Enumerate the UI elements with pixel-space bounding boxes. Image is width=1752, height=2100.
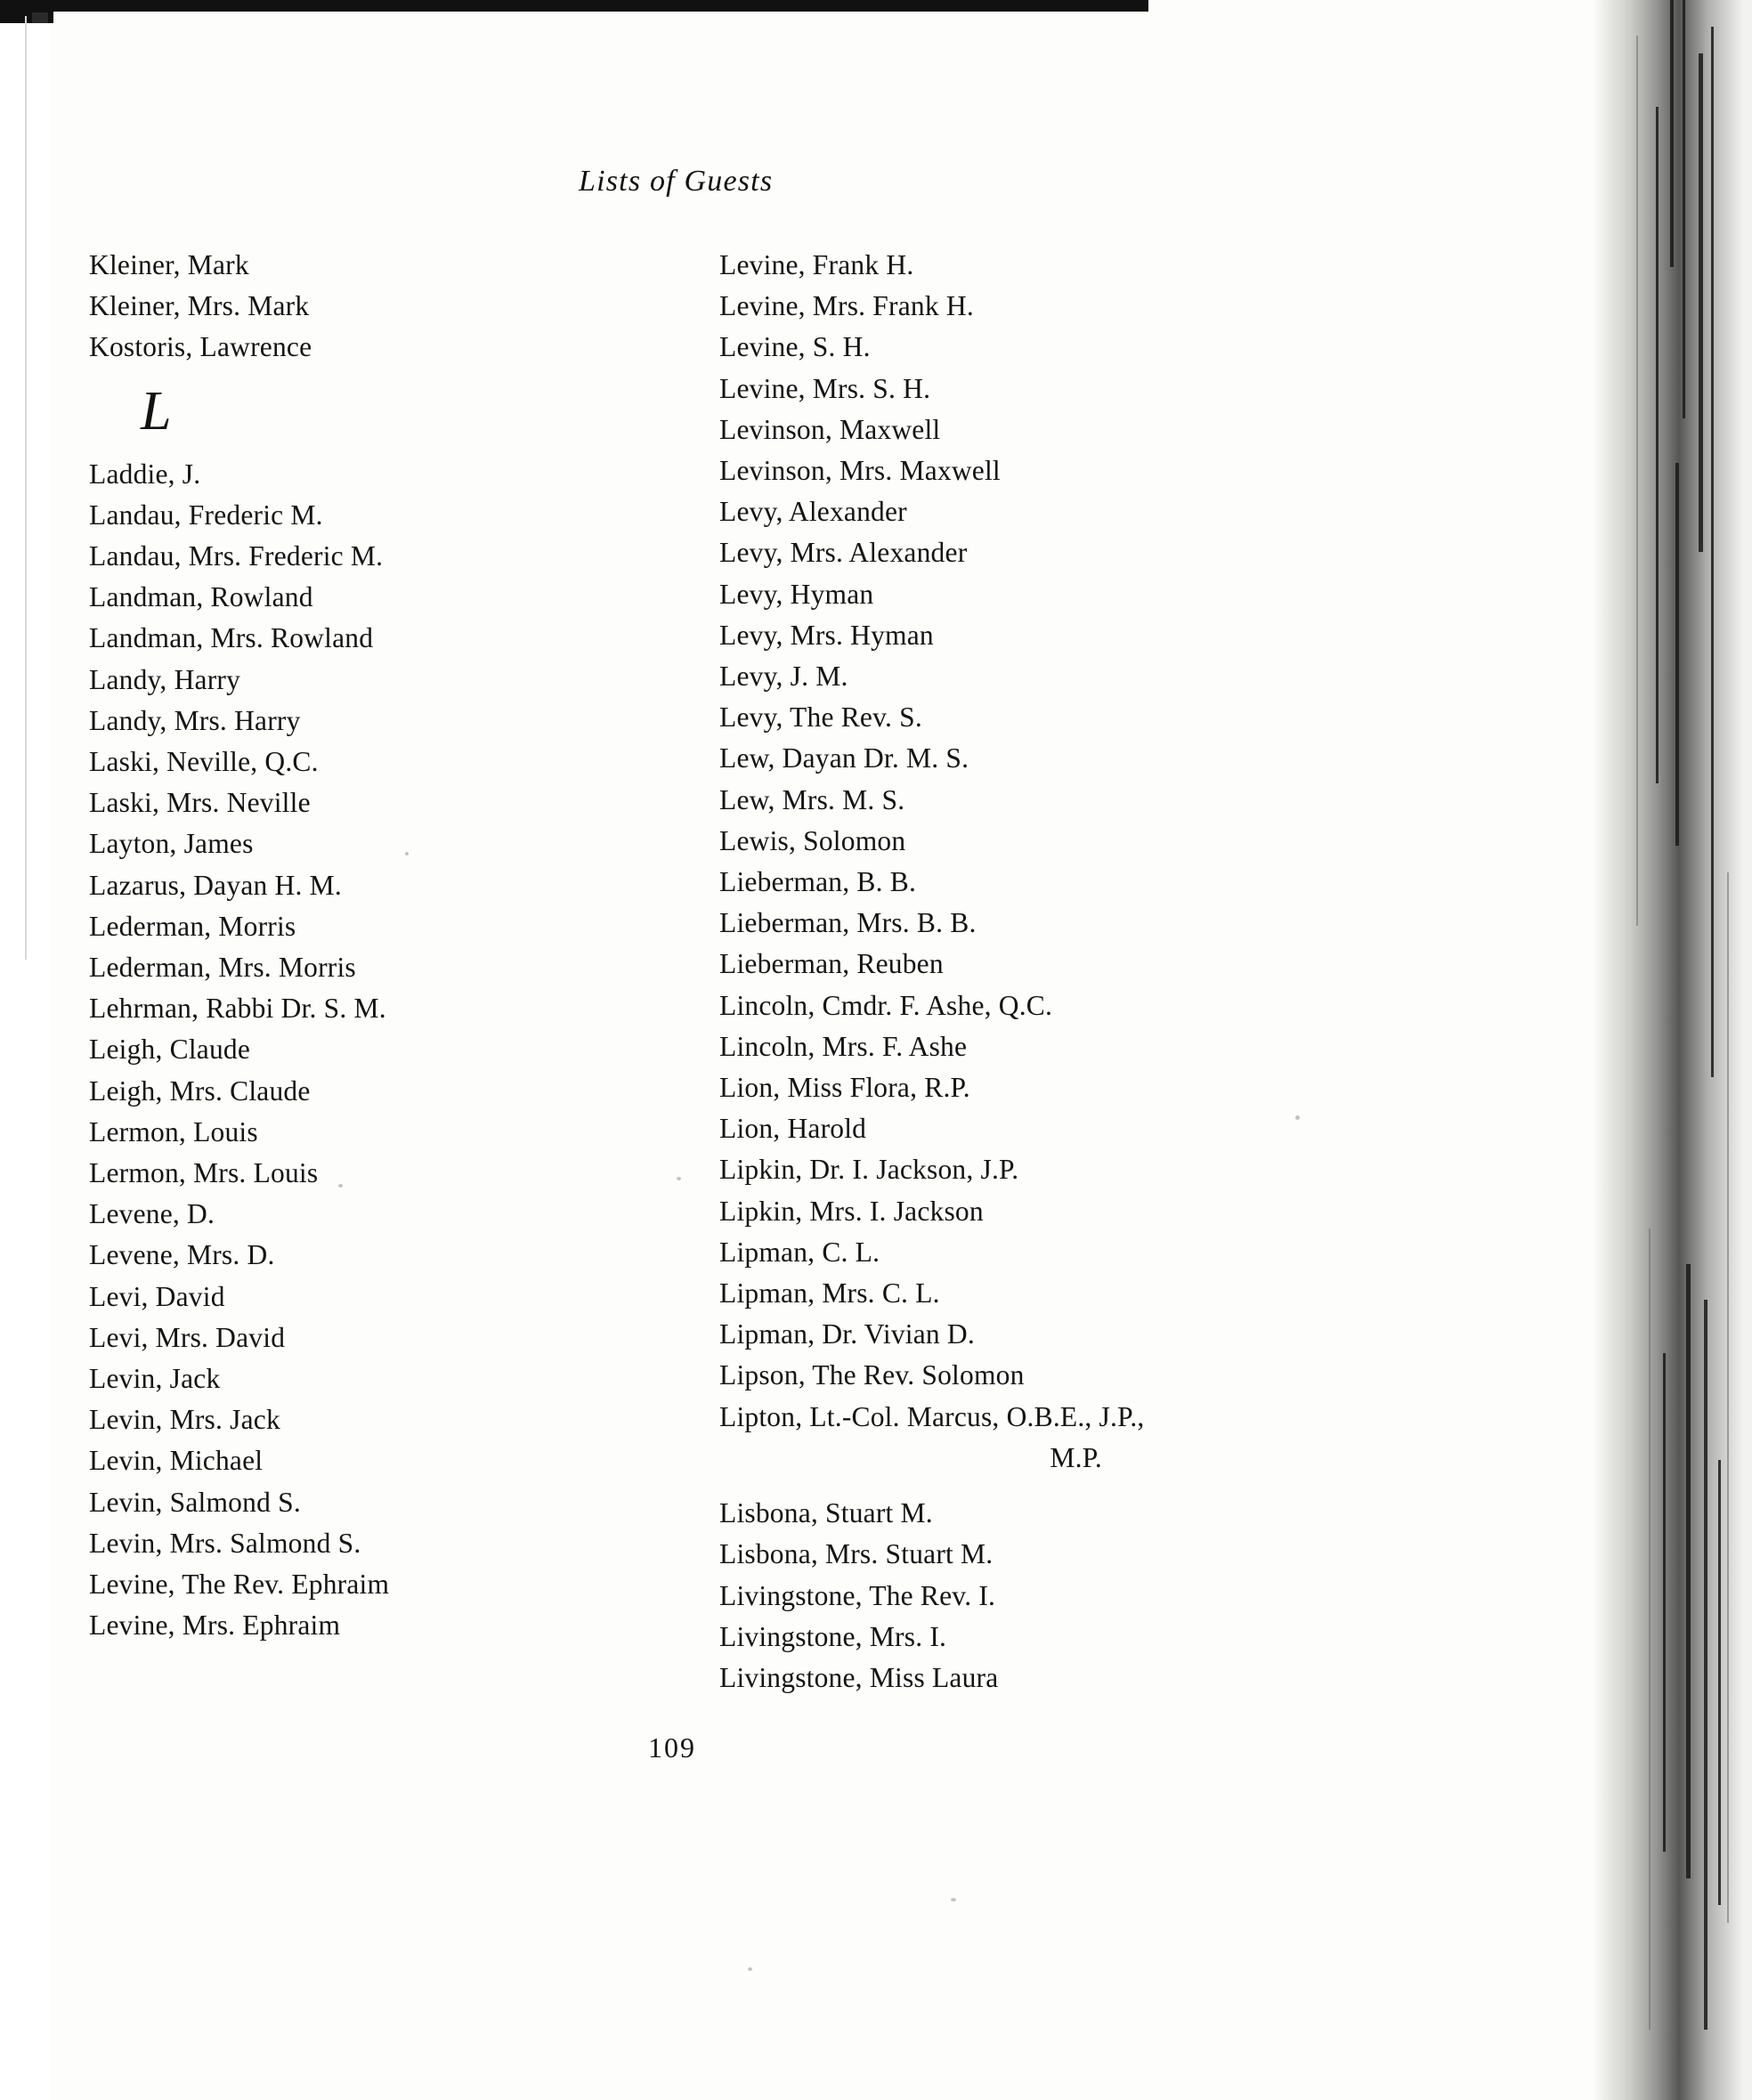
- guest-entry-name: Lederman, Morris: [89, 910, 296, 942]
- guest-entry-name: Laski, Neville, Q.C.: [89, 746, 319, 778]
- guest-entry: [89, 618, 730, 659]
- guest-entry-name: Lewis, Solomon: [719, 824, 906, 856]
- guest-entry-name: Lipton, Lt.-Col. Marcus, O.B.E., J.P.,: [719, 1400, 1145, 1432]
- guest-entry: [719, 1534, 1396, 1575]
- guest-entry-name: Landy, Harry: [89, 663, 241, 695]
- guest-entry-name: Landy, Mrs. Harry: [89, 704, 301, 736]
- guest-entry: [89, 577, 730, 618]
- guest-entry: [719, 1273, 1396, 1314]
- gutter-soft-line: [1649, 1228, 1651, 2030]
- guest-entry: [719, 1617, 1396, 1658]
- guest-entry-name: Landman, Mrs. Rowland: [89, 622, 374, 654]
- guest-list-column-left: [89, 245, 730, 1647]
- guest-entry-name: Levine, Mrs. Frank H.: [719, 290, 974, 322]
- guest-entry-name: Lieberman, B. B.: [719, 866, 917, 898]
- scan-speck: [677, 1177, 681, 1180]
- guest-entry: [719, 369, 1396, 409]
- guest-entry: [89, 1235, 730, 1276]
- gutter-streak: [1686, 1264, 1691, 1878]
- scan-speck: [748, 1967, 752, 1971]
- guest-entry-name: Lipman, C. L.: [719, 1236, 880, 1268]
- guest-entry: [719, 697, 1396, 738]
- guest-entry: [89, 947, 730, 988]
- guest-entry: [719, 286, 1396, 327]
- guest-entry: [89, 782, 730, 823]
- scan-speck: [1295, 1115, 1300, 1120]
- guest-entry-name: Lincoln, Mrs. F. Ashe: [719, 1030, 968, 1062]
- guest-entry-name: Levene, D.: [89, 1198, 215, 1230]
- guest-entry: [719, 1149, 1396, 1190]
- guest-entry: [719, 862, 1396, 903]
- guest-entry-name: Livingstone, Miss Laura: [719, 1661, 999, 1693]
- guest-entry-name: Lieberman, Reuben: [719, 948, 944, 980]
- gutter-streak: [1656, 107, 1659, 783]
- guest-entry-name: Leigh, Mrs. Claude: [89, 1074, 311, 1107]
- guest-entry-name: Lipkin, Dr. I. Jackson, J.P.: [719, 1154, 1019, 1186]
- guest-entry-name: Lisbona, Stuart M.: [719, 1497, 933, 1529]
- guest-entry: [89, 1358, 730, 1399]
- guest-entry-name: Layton, James: [89, 828, 254, 860]
- guest-entry-continuation: M.P.: [1050, 1441, 1102, 1473]
- guest-entry: [89, 1523, 730, 1564]
- guest-entry-name: Lion, Harold: [719, 1113, 867, 1145]
- guest-entry-name: Landman, Rowland: [89, 581, 313, 613]
- guest-entry: [719, 780, 1396, 821]
- scan-speck: [405, 852, 409, 855]
- guest-entry-name: Levine, S. H.: [719, 331, 871, 363]
- guest-entry-name: Levine, Frank H.: [719, 249, 914, 280]
- gutter-streak: [1675, 463, 1679, 846]
- guest-entry: [89, 454, 730, 495]
- scan-speck: [338, 1184, 343, 1188]
- guest-entry: [89, 1029, 730, 1070]
- guest-entry-name: Lion, Miss Flora, R.P.: [719, 1072, 970, 1104]
- guest-entry: [719, 1191, 1396, 1232]
- guest-entry-name: Levinson, Maxwell: [719, 413, 941, 445]
- guest-entry: [89, 823, 730, 864]
- guest-entry-name: Lipman, Mrs. C. L.: [719, 1277, 940, 1309]
- guest-entry: [89, 1318, 730, 1358]
- guest-entry-name: Livingstone, Mrs. I.: [719, 1620, 947, 1652]
- gutter-streak: [1704, 1300, 1707, 2030]
- guest-entry: [89, 660, 730, 701]
- guest-entry: [89, 701, 730, 742]
- guest-entry-name: Levy, Alexander: [719, 496, 907, 528]
- guest-entry: [89, 1194, 730, 1235]
- guest-entry: [719, 409, 1396, 450]
- guest-entry-name: Lincoln, Cmdr. F. Ashe, Q.C.: [719, 989, 1053, 1021]
- guest-entry: [719, 656, 1396, 697]
- guest-entry: [719, 245, 1396, 286]
- guest-entry-name: Lederman, Mrs. Morris: [89, 952, 356, 984]
- guest-entry-name: Levi, Mrs. David: [89, 1321, 286, 1353]
- guest-entry-name: Levine, Mrs. S. H.: [719, 372, 931, 404]
- guest-entry-name: Kostoris, Lawrence: [89, 331, 312, 363]
- guest-entry: [719, 944, 1396, 985]
- guest-entry-name: Levin, Jack: [89, 1363, 221, 1395]
- guest-entry: [89, 1071, 730, 1112]
- guest-entry-name: Levy, The Rev. S.: [719, 701, 922, 734]
- guest-entry-name: Levy, Mrs. Alexander: [719, 537, 968, 569]
- gutter-streak: [1711, 27, 1714, 1077]
- guest-entry-name: Lipkin, Mrs. I. Jackson: [719, 1195, 984, 1227]
- guest-entry-name: Landau, Mrs. Frederic M.: [89, 540, 384, 572]
- gutter-streak: [1683, 0, 1685, 418]
- page-gutter: [1594, 0, 1752, 2100]
- guest-entry: [719, 903, 1396, 944]
- guest-entry: [89, 1564, 730, 1605]
- guest-entry: [89, 1112, 730, 1153]
- guest-entry-name: Lermon, Louis: [89, 1115, 258, 1147]
- guest-entry: [719, 532, 1396, 573]
- gutter-streak: [1699, 53, 1703, 552]
- page-number: 109: [648, 1731, 696, 1764]
- gutter-streak: [1718, 1460, 1721, 1905]
- guest-entry: [89, 1399, 730, 1440]
- running-head: Lists of Guests: [579, 165, 774, 198]
- guest-entry: [719, 1576, 1396, 1617]
- guest-entry: [719, 1108, 1396, 1149]
- guest-entry: [89, 1440, 730, 1481]
- guest-entry: [719, 1397, 1396, 1493]
- gutter-soft-line: [1636, 36, 1638, 926]
- guest-entry: [89, 327, 730, 368]
- guest-entry: [89, 1153, 730, 1194]
- guest-entry-name: Lisbona, Mrs. Stuart M.: [719, 1538, 994, 1570]
- guest-entry: [89, 742, 730, 782]
- guest-entry-name: Leigh, Claude: [89, 1034, 251, 1066]
- guest-entry: [89, 495, 730, 536]
- guest-entry-name: Landau, Frederic M.: [89, 499, 323, 531]
- gutter-streak: [1670, 0, 1674, 267]
- guest-list-column-right: [719, 245, 1396, 1699]
- gutter-streak: [1663, 1353, 1666, 1852]
- guest-entry: [89, 906, 730, 947]
- guest-entry: [719, 985, 1396, 1026]
- guest-entry: [719, 1067, 1396, 1108]
- guest-entry: [89, 1277, 730, 1318]
- guest-entry-name: Levy, J. M.: [719, 661, 848, 693]
- guest-entry: [719, 738, 1396, 779]
- entry-spacer: [719, 1479, 1396, 1493]
- guest-entry-name: Kleiner, Mrs. Mark: [89, 290, 310, 322]
- guest-entry: [719, 450, 1396, 491]
- guest-entry-name: Levy, Hyman: [719, 578, 874, 610]
- guest-entry: [719, 1314, 1396, 1355]
- guest-entry-name: Lew, Dayan Dr. M. S.: [719, 742, 969, 774]
- guest-entry: [719, 1493, 1396, 1534]
- guest-entry-name: Levin, Salmond S.: [89, 1486, 301, 1518]
- section-letter-heading: L: [141, 380, 172, 442]
- guest-entry-name: Laddie, J.: [89, 458, 201, 490]
- guest-entry-name: Levin, Michael: [89, 1445, 264, 1477]
- guest-entry-name: Lieberman, Mrs. B. B.: [719, 907, 977, 939]
- guest-entry: [89, 1482, 730, 1523]
- guest-entry-name: Lew, Mrs. M. S.: [719, 783, 905, 815]
- guest-entry: [719, 327, 1396, 368]
- gutter-soft-line: [1727, 872, 1729, 1923]
- guest-entry-name: Lipson, The Rev. Solomon: [719, 1359, 1025, 1391]
- guest-entry-name: Levene, Mrs. D.: [89, 1239, 275, 1271]
- guest-entry: [719, 821, 1396, 862]
- guest-entry: [719, 574, 1396, 615]
- guest-entry: [89, 988, 730, 1029]
- guest-entry: [89, 865, 730, 906]
- guest-entry-name: Laski, Mrs. Neville: [89, 787, 311, 819]
- guest-entry: [719, 491, 1396, 532]
- guest-entry-name: Levinson, Mrs. Maxwell: [719, 455, 1001, 487]
- guest-entry-name: Levine, Mrs. Ephraim: [89, 1609, 341, 1642]
- guest-entry-name: Levin, Mrs. Jack: [89, 1404, 280, 1436]
- guest-entry-name: Levine, The Rev. Ephraim: [89, 1569, 390, 1601]
- guest-entry-name: Livingstone, The Rev. I.: [719, 1579, 996, 1611]
- guest-entry-name: Lipman, Dr. Vivian D.: [719, 1318, 975, 1350]
- guest-entry: [719, 1232, 1396, 1273]
- guest-entry-name: Levi, David: [89, 1280, 225, 1312]
- guest-entry: [89, 286, 730, 327]
- guest-entry-name: Lermon, Mrs. Louis: [89, 1157, 319, 1189]
- guest-entry-name: Levin, Mrs. Salmond S.: [89, 1527, 361, 1559]
- guest-entry-name: Lehrman, Rabbi Dr. S. M.: [89, 993, 386, 1025]
- guest-entry-name: Levy, Mrs. Hyman: [719, 619, 934, 651]
- guest-entry-name: Kleiner, Mark: [89, 249, 249, 280]
- guest-entry: [719, 615, 1396, 656]
- guest-entry: [719, 1026, 1396, 1067]
- guest-entry: [89, 536, 730, 577]
- scan-speck: [951, 1898, 956, 1901]
- guest-entry: [719, 1658, 1396, 1699]
- guest-entry: [89, 1605, 730, 1646]
- guest-entry: [719, 1355, 1396, 1396]
- guest-entry-name: Lazarus, Dayan H. M.: [89, 869, 342, 901]
- guest-entry: [89, 245, 730, 286]
